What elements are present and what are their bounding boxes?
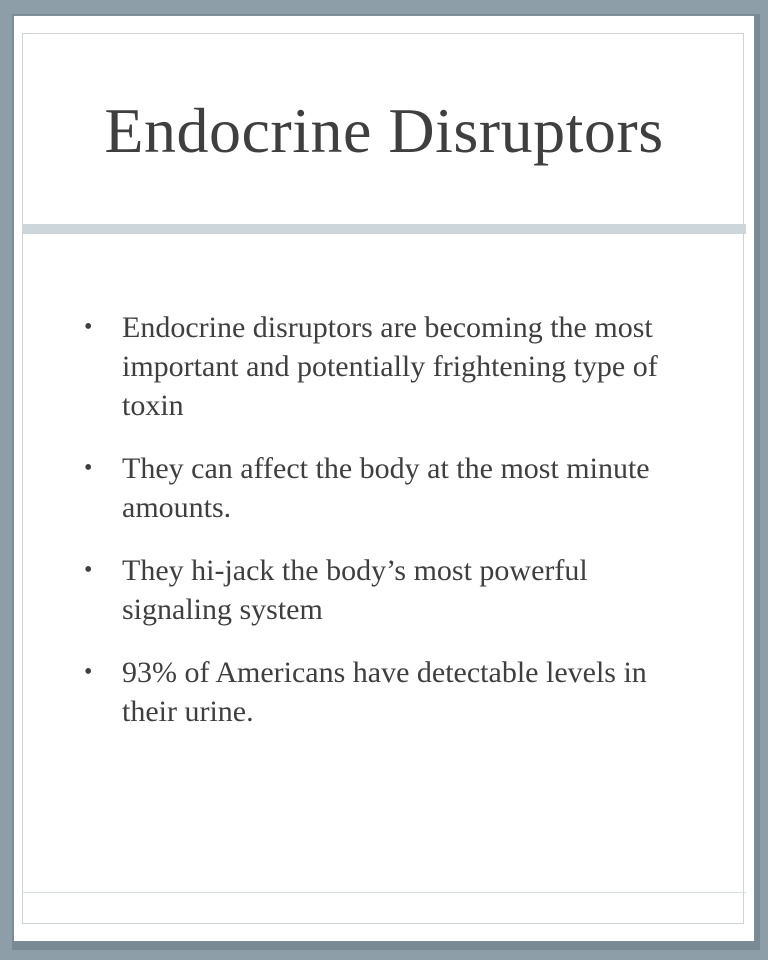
- bullet-text: They can affect the body at the most minute amounts.: [122, 452, 650, 524]
- bullet-icon: •: [84, 314, 93, 340]
- footer-divider: [22, 892, 746, 893]
- bullet-item: [84, 653, 694, 731]
- bullet-item: [84, 308, 694, 425]
- bullet-item: [84, 551, 694, 629]
- slide-body: [84, 308, 694, 755]
- bullet-icon: •: [84, 659, 93, 685]
- bullet-item: [84, 449, 694, 527]
- bullet-icon: •: [84, 557, 93, 583]
- bullet-list: [84, 308, 694, 731]
- title-divider-band: [22, 224, 746, 234]
- slide: [14, 16, 754, 941]
- bullet-text: Endocrine disruptors are becoming the most important and potentially frightening type of toxin: [122, 311, 658, 422]
- bullet-text: They hi-jack the body’s most powerful signaling system: [122, 554, 588, 626]
- bullet-text: 93% of Americans have detectable levels in their urine.: [122, 656, 647, 728]
- bullet-icon: •: [84, 455, 93, 481]
- slide-title: Endocrine Disruptors: [104, 95, 664, 166]
